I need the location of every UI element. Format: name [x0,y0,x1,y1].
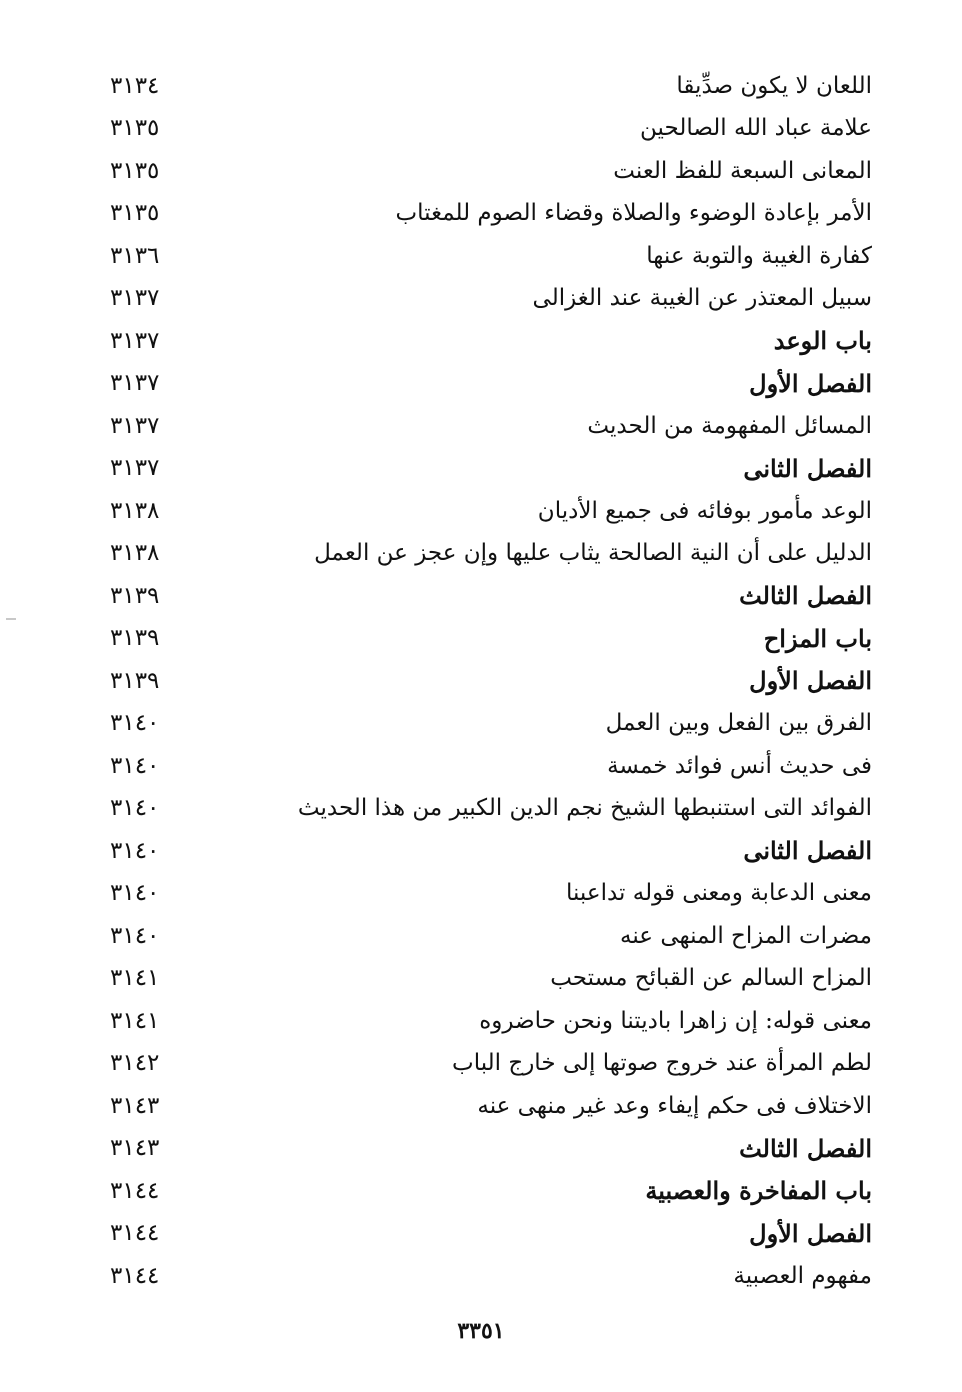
toc-entry-page: ٣١٤٠ [110,922,160,949]
toc-entry-page: ٣١٣٨ [110,540,160,567]
toc-entry-page: ٣١٣٦ [110,242,160,269]
table-of-contents [110,65,872,1298]
toc-entry [110,1000,872,1043]
toc-section-heading: الفصل الثانى [743,453,872,483]
toc-entry [110,1170,872,1213]
toc-entry-title: معنى الدعابة ومعنى قوله تداعبنا [565,880,872,907]
toc-entry-title: المعانى السبعة للفظ العنت [613,157,872,184]
toc-entry [110,660,872,703]
toc-entry-title: الفوائد التى استنبطها الشيخ نجم الدين الكبير من هذا الحديث [297,795,872,822]
toc-entry-page: ٣١٣٩ [110,582,160,609]
toc-entry [110,703,872,746]
toc-entry-title: المزاح السالم عن القبائح مستحب [550,965,872,992]
toc-entry-page: ٣١٣٧ [110,412,160,439]
toc-entry-page: ٣١٣٩ [110,625,160,652]
toc-entry-page: ٣١٣٥ [110,200,160,227]
toc-entry [110,788,872,831]
toc-entry-page: ٣١٣٧ [110,327,160,354]
toc-entry-title: الاختلاف فى حكم إيفاء وعد غير منهى عنه [477,1092,872,1119]
toc-entry-title: الوعد مأمور بوفائه فى جميع الأديان [537,497,872,524]
toc-entry [110,915,872,958]
toc-entry [110,830,872,873]
toc-entry [110,235,872,278]
toc-entry [110,1255,872,1298]
toc-entry-page: ٣١٤١ [110,965,160,992]
toc-entry-page: ٣١٤٠ [110,880,160,907]
toc-entry-title: سبيل المعتذر عن الغيبة عند الغزالى [532,285,872,312]
page-number: ٣٣٥١ [457,1318,505,1344]
toc-entry-page: ٣١٣٧ [110,455,160,482]
toc-entry-title: لطم المرأة عند خروج صوتها إلى خارج الباب [452,1050,872,1077]
toc-entry [110,1128,872,1171]
toc-entry-title: المسائل المفهومة من الحديث [587,412,872,439]
toc-section-heading: الفصل الثالث [739,1133,872,1163]
toc-entry [110,108,872,151]
toc-entry-page: ٣١٤٤ [110,1220,160,1247]
toc-entry-title: مضرات المزاح المنهى عنه [620,922,872,949]
toc-entry-page: ٣١٣٥ [110,115,160,142]
toc-entry [110,618,872,661]
toc-entry-page: ٣١٣٤ [110,72,160,99]
toc-entry-title: الأمر بإعادة الوضوء والصلاة وقضاء الصوم للمغتاب [395,200,872,227]
scan-edge-mark [6,618,16,620]
toc-entry-title: اللعان لا يكون صدِّيقا [676,72,872,99]
toc-entry-page: ٣١٣٧ [110,285,160,312]
toc-entry [110,320,872,363]
toc-entry [110,405,872,448]
toc-entry-title: معنى قوله: إن زاهرا باديتنا ونحن حاضروه [479,1007,872,1034]
toc-entry [110,1085,872,1128]
toc-entry-page: ٣١٤٣ [110,1135,160,1162]
toc-entry-page: ٣١٤٤ [110,1262,160,1289]
toc-entry [110,278,872,321]
toc-entry-title: كفارة الغيبة والتوبة عنها [646,242,872,269]
toc-entry [110,363,872,406]
toc-section-heading: باب المفاخرة والعصبية [645,1176,872,1206]
toc-entry [110,958,872,1001]
toc-entry-page: ٣١٤٤ [110,1177,160,1204]
toc-entry-page: ٣١٤٣ [110,1092,160,1119]
toc-entry [110,1043,872,1086]
toc-entry-title: علامة عباد الله الصالحين [640,115,872,142]
toc-entry-page: ٣١٤٠ [110,837,160,864]
toc-entry [110,193,872,236]
toc-entry [110,490,872,533]
toc-entry [110,533,872,576]
toc-entry [110,575,872,618]
toc-entry-page: ٣١٣٥ [110,157,160,184]
toc-entry-title: مفهوم العصبية [733,1262,872,1289]
toc-entry-page: ٣١٣٩ [110,667,160,694]
toc-entry-page: ٣١٣٨ [110,497,160,524]
toc-entry-page: ٣١٤٢ [110,1050,160,1077]
toc-entry [110,873,872,916]
toc-entry [110,448,872,491]
toc-section-heading: باب الوعد [773,326,872,356]
toc-entry-page: ٣١٤١ [110,1007,160,1034]
toc-entry-page: ٣١٣٧ [110,370,160,397]
toc-entry-page: ٣١٤٠ [110,752,160,779]
toc-entry-page: ٣١٤٠ [110,795,160,822]
toc-entry [110,1213,872,1256]
toc-section-heading: باب المزاح [763,623,872,653]
toc-section-heading: الفصل الأول [749,666,872,696]
toc-entry [110,65,872,108]
toc-section-heading: الفصل الأول [749,368,872,398]
toc-entry [110,745,872,788]
toc-entry-title: الدليل على أن النية الصالحة يثاب عليها وإن عجز عن العمل [314,540,872,567]
toc-entry [110,150,872,193]
toc-section-heading: الفصل الأول [749,1218,872,1248]
toc-entry-page: ٣١٤٠ [110,710,160,737]
toc-entry-title: فى حديث أنس فوائد خمسة [607,752,872,779]
toc-section-heading: الفصل الثالث [739,581,872,611]
toc-section-heading: الفصل الثانى [743,836,872,866]
toc-entry-title: الفرق بين الفعل وبين العمل [605,710,872,737]
